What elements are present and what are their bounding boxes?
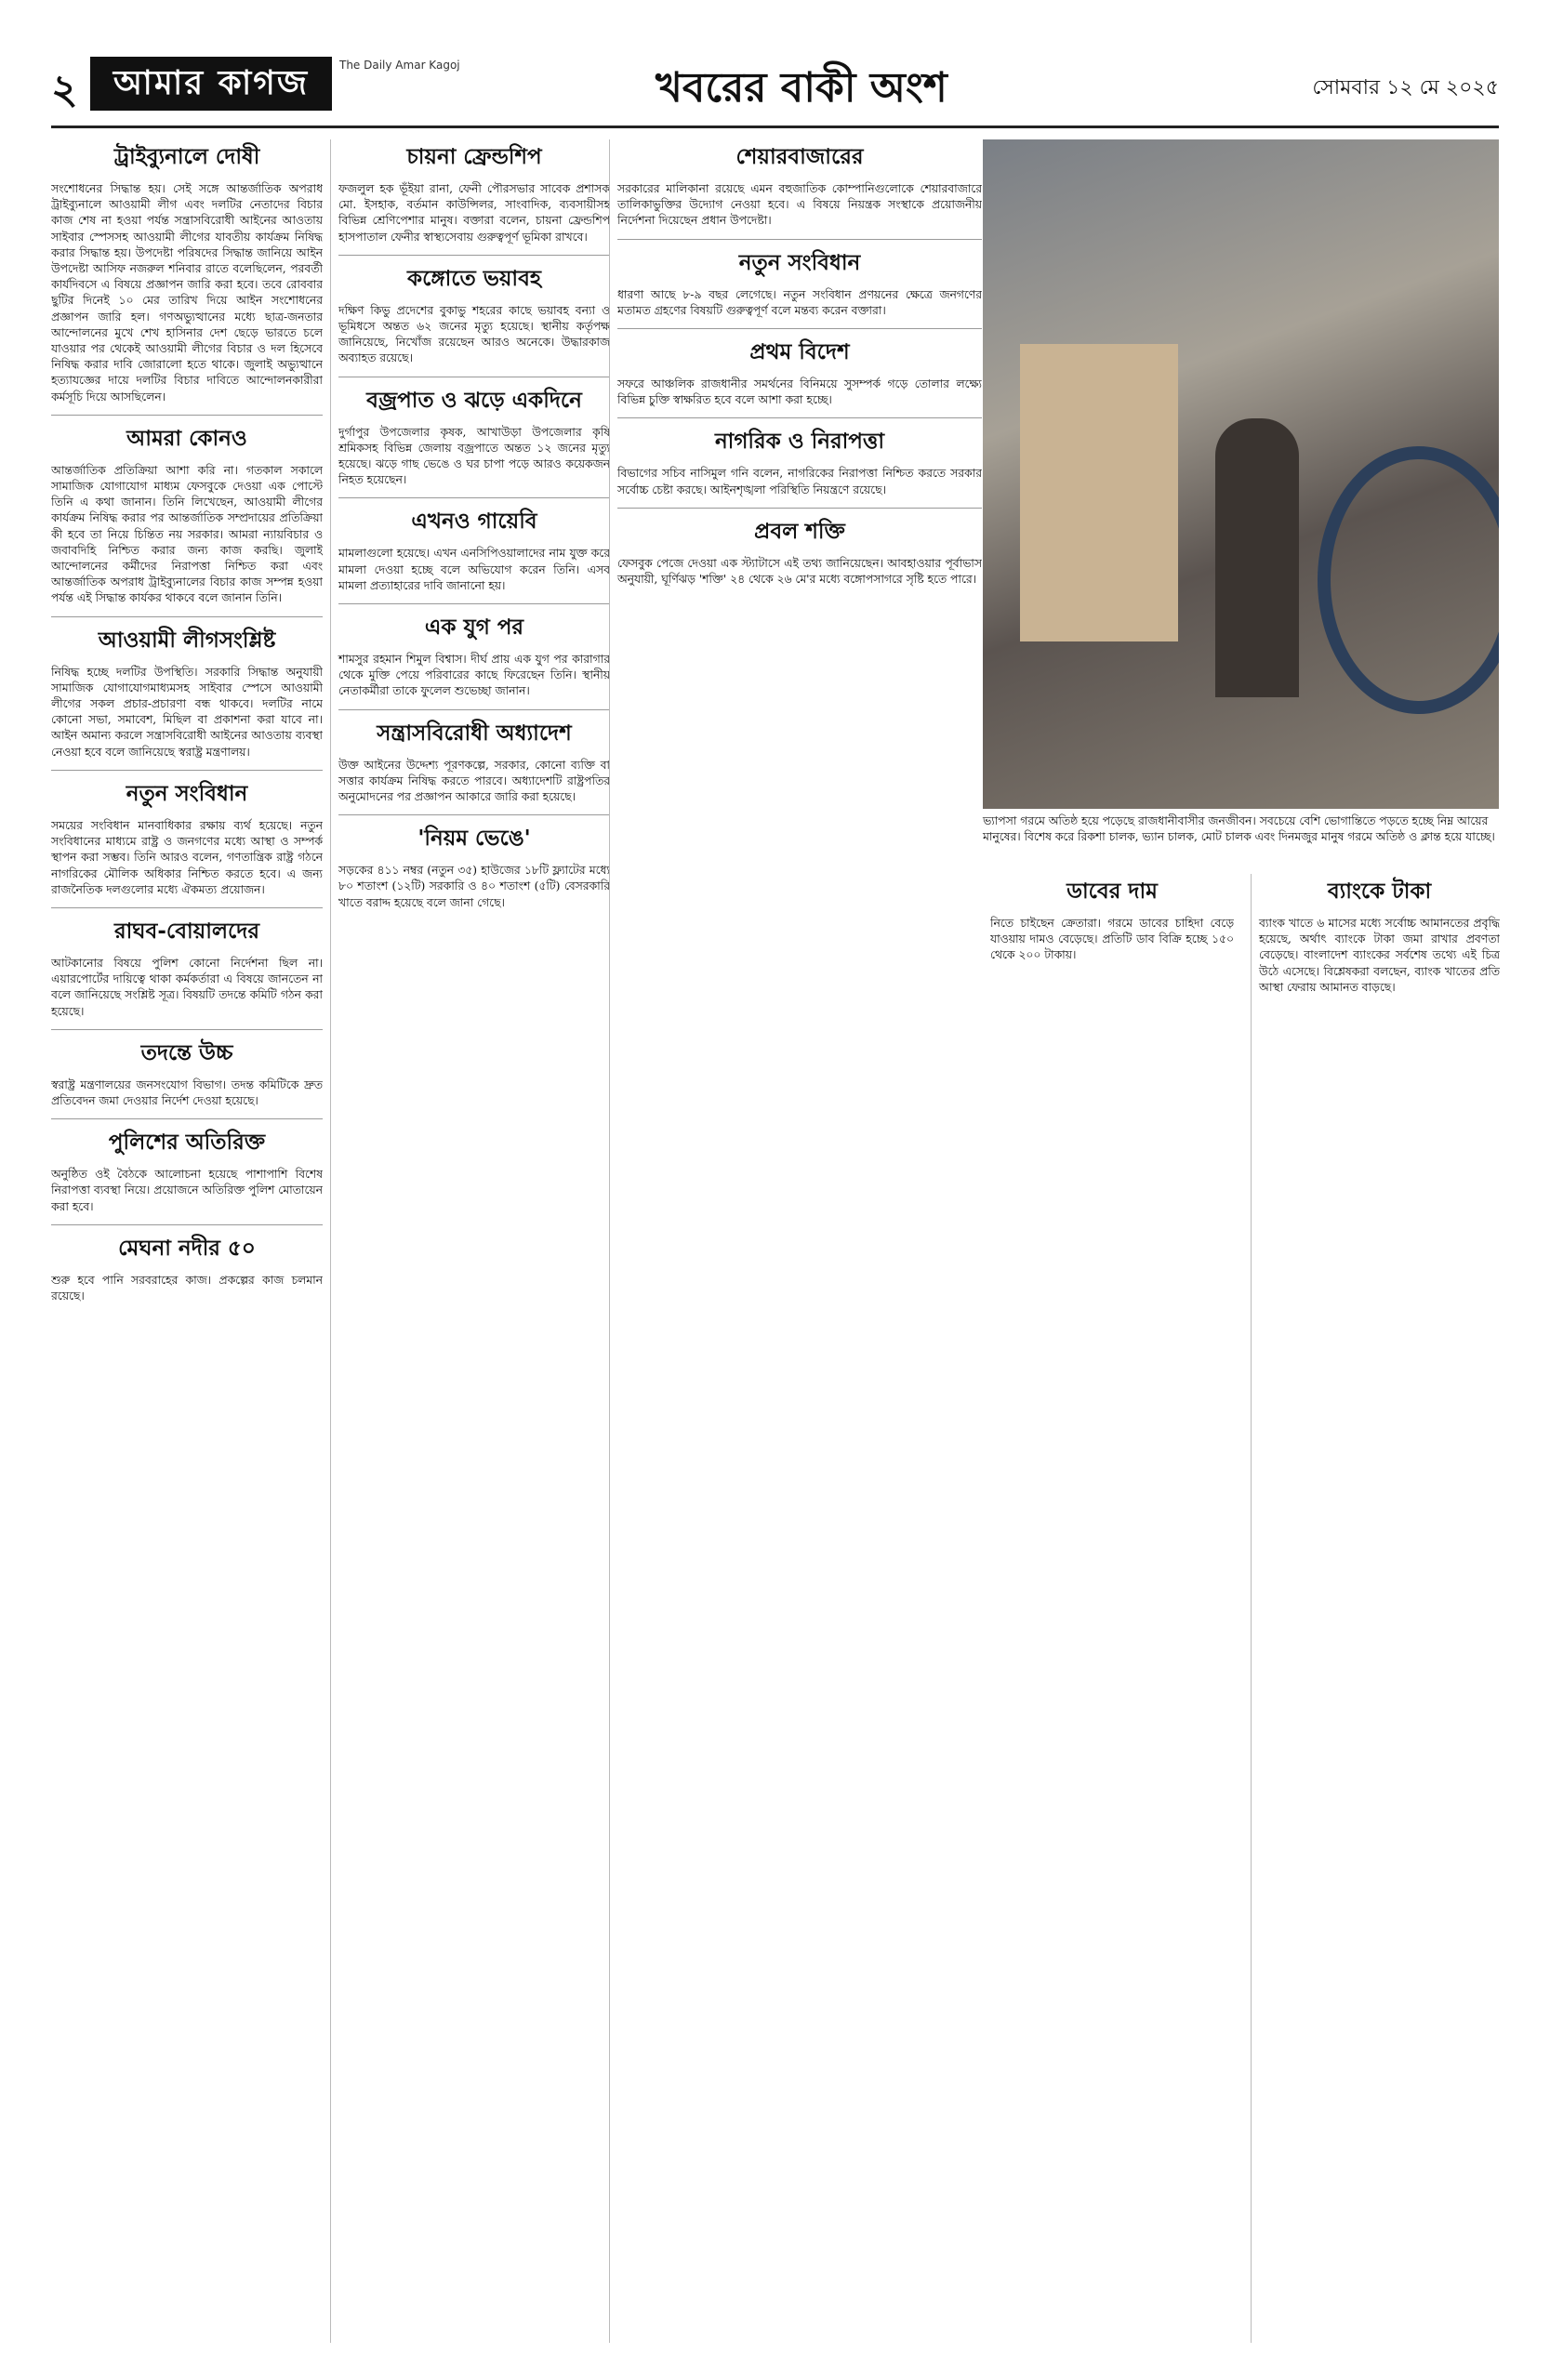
article-body: আটকানোর বিষয়ে পুলিশ কোনো নির্দেশনা ছিল না। এয়ারপোর্টের দায়িত্বে থাকা কর্মকর্তারা এ বিষয়ে জানতেন না বলে জানিয়েছে সংশ্লিষ্ট সূত্র। বিষয়টি তদন্তে কমিটি গঠন করা হয়েছে। <box>51 956 323 1018</box>
article-title: সন্ত্রাসবিরোধী অধ্যাদেশ <box>338 709 610 752</box>
article-body: মামলাগুলো হয়েছে। এখন এনসিপিওয়ালাদের নাম যুক্ত করে মামলা দেওয়া হচ্ছে বলে অভিযোগ করেন তিনি। এসব মামলা প্রত্যাহারের দাবি জানানো হয়। <box>338 547 610 592</box>
article-title: এখনও গায়েবি <box>338 497 610 540</box>
article-body: নিতে চাইছেন ক্রেতারা। গরমে ডাবের চাহিদা বেড়ে যাওয়ায় দামও বেড়েছে। প্রতিটি ডাব বিক্রি হচ্ছে ১৫০ থেকে ২০০ টাকায়। <box>990 917 1234 962</box>
article-title: এক যুগ পর <box>338 603 610 646</box>
article-body: উক্ত আইনের উদ্দেশ্য পূরণকল্পে, সরকার, কোনো ব্যক্তি বা সত্তার কার্যক্রম নিষিদ্ধ করতে পারবে। অধ্যাদেশটি রাষ্ট্রপতির অনুমোদনের পর প্রজ্ঞাপন আকারে জারি করা হয়েছে। <box>338 758 610 804</box>
article-title: নতুন সংবিধান <box>51 770 323 813</box>
article-title: ব্যাংকে টাকা <box>1327 879 1432 904</box>
article-body: আন্তর্জাতিক প্রতিক্রিয়া আশা করি না। গতকাল সকালে সামাজিক যোগাযোগ মাধ্যম ফেসবুকে দেওয়া এক পোস্টে তিনি এ কথা জানান। তিনি লিখেছেন, আওয়ামী লীগের কার্যক্রম নিষিদ্ধ করার পর আন্তর্জাতিক সম্প্রদায়ের প্রতিক্রিয়া কী হবে তা নিয়ে চিন্তিত নয় সরকার। আমরা ন্যায়বিচার ও জবাবদিহি নিশ্চিত করার জন্য কাজ করছি। জুলাই আন্দোলনের কর্মীদের নিরাপত্তা নিশ্চিত করা এবং আন্তর্জাতিক অপরাধ ট্রাইব্যুনালের বিচার কাজ সম্পন্ন হওয়া পর্যন্ত এই সিদ্ধান্ত কার্যকর থাকবে বলে জানান তিনি। <box>51 463 323 605</box>
photo-cart-shape <box>1020 344 1178 641</box>
article-title: প্রবল শক্তি <box>617 508 982 550</box>
article-body: সফরে আঞ্চলিক রাজধানীর সমর্থনের বিনিময়ে সুসম্পর্ক গড়ে তোলার লক্ষ্যে বিভিন্ন চুক্তি স্বাক্ষরিত হবে বলে আশা করা হচ্ছে। <box>617 377 982 407</box>
article-body: সময়ের সংবিধান মানবাধিকার রক্ষায় ব্যর্থ হয়েছে। নতুন সংবিধানের মাধ্যমে রাষ্ট্র ও জনগণের মধ্যে আস্থা ও সম্পর্ক স্থাপন করা সম্ভব। তিনি আরও বলেন, গণতান্ত্রিক রাষ্ট্র গঠনে নাগরিকের মৌলিক অধিকার নিশ্চিত করতে হবে। এ জন্য রাজনৈতিক দলগুলোর মধ্যে ঐকমত্য প্রয়োজন। <box>51 818 323 896</box>
article-body: অনুষ্ঠিত ওই বৈঠকে আলোচনা হয়েছে পাশাপাশি বিশেষ নিরাপত্তা ব্যবস্থা নিয়ে। প্রয়োজনে অতিরিক্ত পুলিশ মোতায়েন করা হবে। <box>51 1168 323 1213</box>
article-title: ডাবের দাম <box>1066 879 1158 904</box>
article-title: চায়না ফ্রেন্ডশিপ <box>406 145 542 169</box>
article-title: আওয়ামী লীগসংশ্লিষ্ট <box>51 616 323 659</box>
columns-area <box>51 139 1499 2343</box>
article-title: নাগরিক ও নিরাপত্তা <box>617 417 982 460</box>
article-title: মেঘনা নদীর ৫০ <box>51 1224 323 1267</box>
article-body: সরকারের মালিকানা রয়েছে এমন বহুজাতিক কোম্পানিগুলোকে শেয়ারবাজারে তালিকাভুক্তির উদ্যোগ নেওয়া হবে। এ বিষয়ে নিয়ন্ত্রক সংস্থাকে প্রয়োজনীয় নির্দেশনা দিয়েছেন প্রধান উপদেষ্টা। <box>617 182 982 228</box>
column-1 <box>51 139 323 2343</box>
article-body: ফজলুল হক ভূঁইয়া রানা, ফেনী পৌরসভার সাবেক প্রশাসক মো. ইসহাক, বর্তমান কাউন্সিলর, সাংবাদিক, ব্যবসায়ীসহ বিভিন্ন শ্রেণিপেশার মানুষ। বক্তারা বলেন, চায়না ফ্রেন্ডশিপ হাসপাতাল ফেনীর স্বাস্থ্যসেবায় গুরুত্বপূর্ণ ভূমিকা রাখবে। <box>338 182 610 244</box>
article-title: পুলিশের অতিরিক্ত <box>51 1118 323 1161</box>
article-title: নতুন সংবিধান <box>617 239 982 282</box>
article-body: স্বরাষ্ট্র মন্ত্রণালয়ের জনসংযোগ বিভাগ। তদন্ত কমিটিকে দ্রুত প্রতিবেদন জমা দেওয়ার নির্দেশ দেওয়া হয়েছে। <box>51 1078 323 1107</box>
column-3 <box>609 139 982 2343</box>
photo-person-shape <box>1215 418 1299 697</box>
column-4 <box>990 874 1234 2343</box>
article-title: কঙ্গোতে ভয়াবহ <box>338 255 610 298</box>
article-title: তদন্তে উচ্চ <box>51 1029 323 1072</box>
masthead <box>51 51 1499 128</box>
column-2 <box>330 139 610 2343</box>
article-title: শেয়ারবাজারের <box>735 145 864 169</box>
article-body: ফেসবুক পেজে দেওয়া এক স্ট্যাটাসে এই তথ্য জানিয়েছেন। আবহাওয়ার পূর্বাভাস অনুযায়ী, ঘূর্ণিঝড় 'শক্তি' ২৪ থেকে ২৬ মে'র মধ্যে বঙ্গোপসাগরে সৃষ্টি হতে পারে। <box>617 556 982 587</box>
article-body: সংশোধনের সিদ্ধান্ত হয়। সেই সঙ্গে আন্তর্জাতিক অপরাধ ট্রাইব্যুনালে আওয়ামী লীগ এবং দলটির নেতাদের বিচার কাজ শেষ না হওয়া পর্যন্ত সন্ত্রাসবিরোধী আইনের আওতায় সাইবার স্পেসসহ আওয়ামী লীগের যাবতীয় কার্যক্রম নিষিদ্ধ করার সিদ্ধান্ত হয়। উপদেষ্টা পরিষদের সিদ্ধান্ত জানিয়ে আইন উপদেষ্টা আসিফ নজরুল শনিবার রাতে বলেছিলেন, পরবর্তী কার্যদিবসে এ বিষয়ে প্রজ্ঞাপন জারি করা হবে। তবে রোববার ছুটির দিনেই ১০ মের তারিখ দিয়ে আইন সংশোধনের প্রজ্ঞাপন জারি হল। গণঅভ্যুত্থানের মধ্যে ছাত্র-জনতার আন্দোলনের মুখে শেখ হাসিনার দেশ ছেড়ে ভারতে চলে যাওয়ার পর থেকেই আওয়ামী লীগের বিচার ও দল হিসেবে নিষিদ্ধ করার দাবি জোরালো হতে থাকে। জুলাই অভ্যুত্থানে হত্যাযজ্ঞের দায়ে দলটির বিচার দাবিতে আন্দোলনকারীরা কর্মসূচি দিয়ে আসছিলেন। <box>51 182 323 403</box>
article-title: রাঘব-বোয়ালদের <box>51 907 323 950</box>
article-title: ট্রাইব্যুনালে দোষী <box>113 145 260 169</box>
newspaper-logo: আমার কাগজ <box>90 57 332 111</box>
section-title: খবরের বাকী অংশ <box>656 64 947 112</box>
column-5 <box>1251 874 1500 2343</box>
photo-caption: ভ্যাপসা গরমে অতিষ্ঠ হয়ে পড়েছে রাজধানীবাসীর জনজীবন। সবচেয়ে বেশি ভোগান্তিতে পড়তে হচ্ছে নিম্ন আয়ের মানুষের। বিশেষ করে রিকশা চালক, ভ্যান চালক, মোট চালক এবং দিনমজুর মানুষ গরমে অতিষ্ঠ ও ক্লান্ত হয়ে যাচ্ছে। <box>983 814 1495 843</box>
issue-date: সোমবার ১২ মে ২০২৫ <box>1312 76 1499 99</box>
logo-subtitle: The Daily Amar Kagoj <box>339 59 460 72</box>
page-number: ২ <box>51 66 78 113</box>
article-body: সড়কের ৪১১ নম্বর (নতুন ৩৫) হাউজের ১৮টি ফ্ল্যাটের মধ্যে ৮০ শতাংশ (১২টি) সরকারি ও ৪০ শতাংশ (৫টি) বেসরকারি খাতে বরাদ্দ হয়েছে বলে জানা গেছে। <box>338 864 610 909</box>
article-body: ধারণা আছে ৮-৯ বছর লেগেছে। নতুন সংবিধান প্রণয়নের ক্ষেত্রে জনগণের মতামত গ্রহণের বিষয়টি গুরুত্বপূর্ণ বলে মন্তব্য করেন বক্তারা। <box>617 287 982 317</box>
photo-rickshaw-shape <box>1318 446 1499 714</box>
article-title: বজ্রপাত ও ঝড়ে একদিনে <box>338 377 610 419</box>
article-title: 'নিয়ম ভেঙে' <box>338 814 610 857</box>
article-title: প্রথম বিদেশ <box>617 328 982 371</box>
article-body: শুরু হবে পানি সরবরাহের কাজ। প্রকল্পের কাজ চলমান রয়েছে। <box>51 1273 323 1302</box>
article-body: ব্যাংক খাতে ৬ মাসের মধ্যে সর্বোচ্চ আমানতের প্রবৃদ্ধি হয়েছে, অর্থাৎ ব্যাংকে টাকা জমা রাখার প্রবণতা বেড়েছে। বাংলাদেশ ব্যাংকের সর্বশেষ তথ্যে এই চিত্র উঠে এসেছে। বিশ্লেষকরা বলছেন, ব্যাংক খাতের প্রতি আস্থা ফেরায় আমানত বাড়ছে। <box>1259 917 1500 994</box>
article-title: আমরা কোনও <box>51 415 323 457</box>
article-body: দুর্গাপুর উপজেলার কৃষক, আখাউড়া উপজেলার কৃষি শ্রমিকসহ বিভিন্ন জেলায় বজ্রপাতে অন্তত ১২ জনের মৃত্যু হয়েছে। ঝড়ে গাছ ভেঙে ও ঘর চাপা পড়ে আরও কয়েকজন নিহত হয়েছেন। <box>338 425 610 487</box>
article-body: বিভাগের সচিব নাসিমুল গনি বলেন, নাগরিকের নিরাপত্তা নিশ্চিত করতে সরকার সর্বোচ্চ চেষ্টা করছে। আইনশৃঙ্খলা পরিস্থিতি নিয়ন্ত্রণে রয়েছে। <box>617 467 982 496</box>
article-body: দক্ষিণ কিভু প্রদেশের বুকাভু শহরের কাছে ভয়াবহ বন্যা ও ভূমিধসে অন্তত ৬২ জনের মৃত্যু হয়েছে। স্থানীয় কর্তৃপক্ষ জানিয়েছে, নিখোঁজ রয়েছেন আরও অনেকে। উদ্ধারকাজ অব্যাহত রয়েছে। <box>338 303 610 365</box>
article-body: শামসুর রহমান শিমুল বিশ্বাস। দীর্ঘ প্রায় এক যুগ পর কারাগার থেকে মুক্তি পেয়ে পরিবারের কাছে ফিরেছেন তিনি। স্থানীয় নেতাকর্মীরা তাকে ফুলেল শুভেচ্ছা জানান। <box>338 653 610 698</box>
article-body: নিষিদ্ধ হচ্ছে দলটির উপস্থিতি। সরকারি সিদ্ধান্ত অনুযায়ী সামাজিক যোগাযোগমাধ্যমসহ সাইবার স্পেসে আওয়ামী লীগের সকল প্রচার-প্রচারণা বন্ধ থাকবে। দলটির নামে কোনো সভা, সমাবেশ, মিছিল বা প্রকাশনা করা যাবে না। আইন অমান্য করলে সন্ত্রাসবিরোধী আইনের আওতায় ব্যবস্থা নেওয়া হবে বলে জানিয়েছে স্বরাষ্ট্র মন্ত্রণালয়। <box>51 665 323 759</box>
street-photo <box>983 139 1499 809</box>
